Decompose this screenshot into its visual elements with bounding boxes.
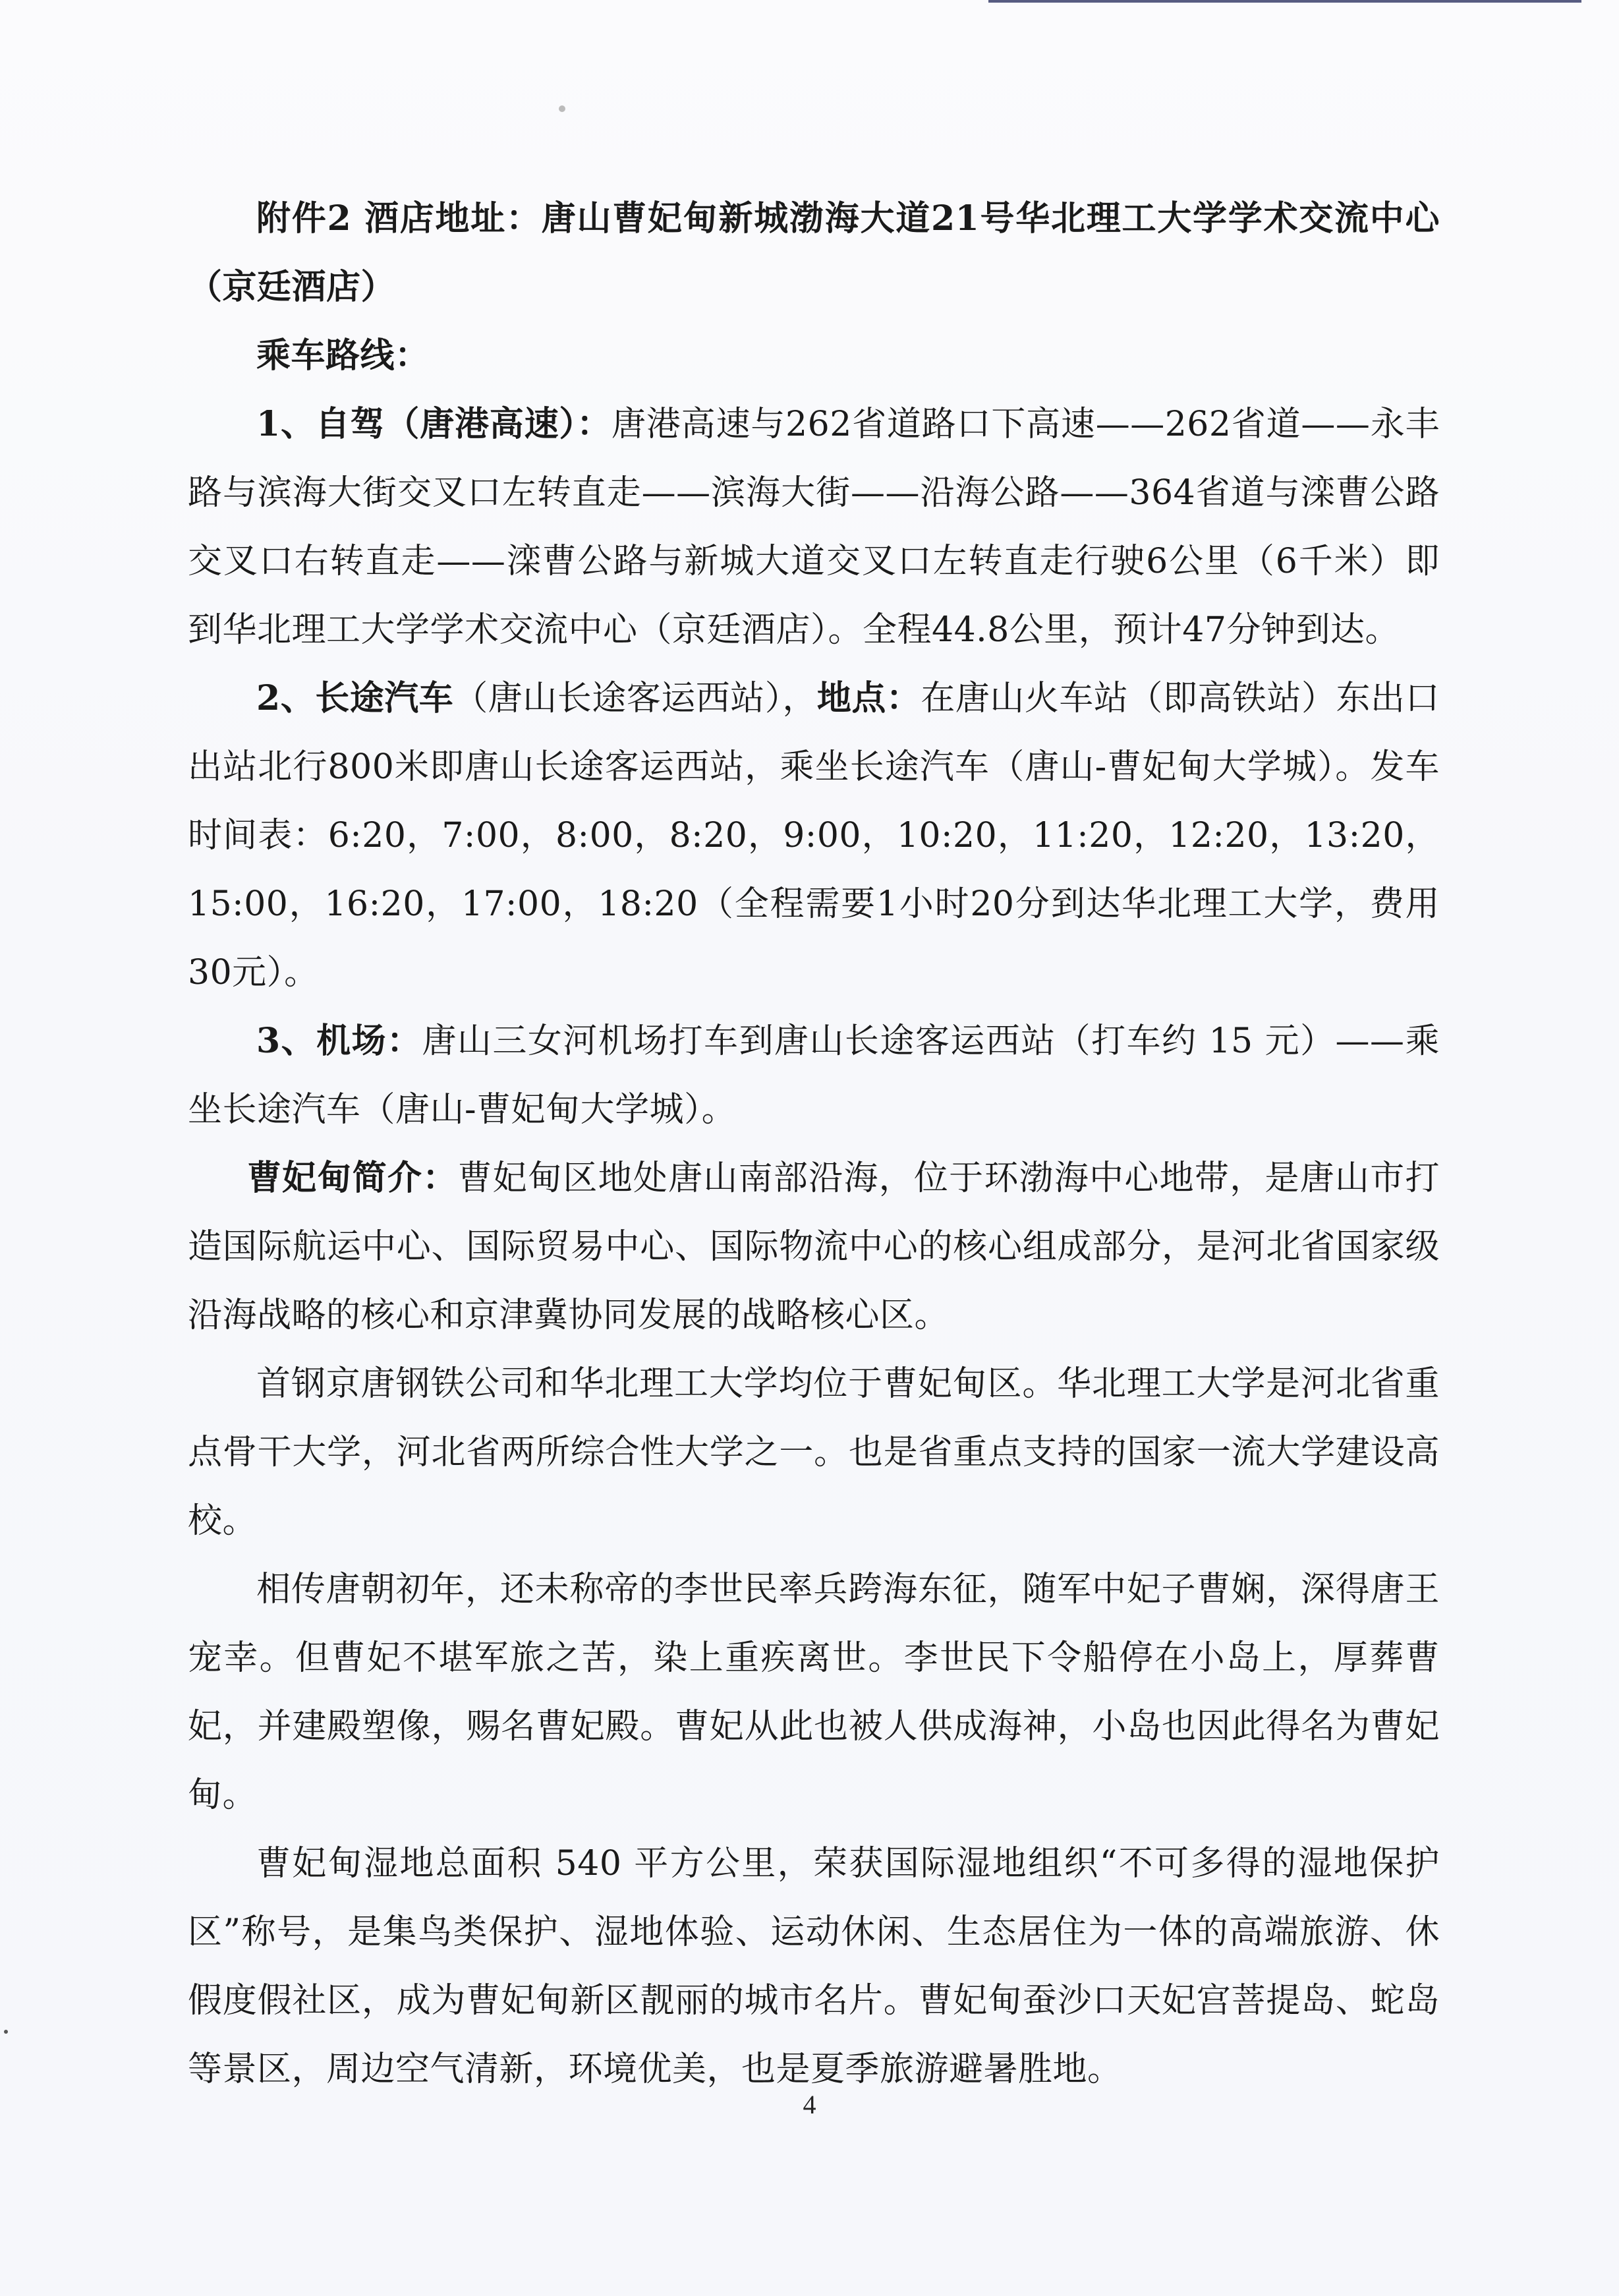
caofeidian-intro xyxy=(188,1144,1440,1350)
intro-text: 曹妃甸区地处唐山南部沿海，位于环渤海中心地带，是唐山市打造国际航运中心、国际贸易中心、国际物流中心的核心组成部分，是河北省国家级沿海战略的核心和京津冀协同发展的战略核心区。 xyxy=(188,1159,1440,1335)
route-airport xyxy=(188,1007,1440,1144)
route2-station: （唐山长途客运西站）， xyxy=(453,679,817,718)
route2-text: 在唐山火车站（即高铁站）东出口出站北行800米即唐山长途客运西站，乘坐长途汽车（唐山-曹妃甸大学城）。发车时间表：6:20，7:00，8:00，8:20，9:00，10:20，11:20，12:20，13:20，15:00，16:20，17:00，18:20（全程需要1小时20分到达华北理工大学，费用30元）。 xyxy=(188,679,1440,992)
scan-speck xyxy=(4,2030,8,2034)
document-title xyxy=(188,185,1440,322)
title-label: 附件2 酒店地址： xyxy=(256,198,542,239)
scan-speck xyxy=(559,105,565,112)
document-body xyxy=(188,185,1440,2104)
hotel-address: 唐山曹妃甸新城渤海大道21号华北理工大学学术交流中心（京廷酒店） xyxy=(188,198,1440,307)
intro-label: 曹妃甸简介： xyxy=(247,1158,458,1198)
route3-text: 唐山三女河机场打车到唐山长途客运西站（打车约 15 元）——乘坐长途汽车（唐山-曹妃甸大学城）。 xyxy=(188,1021,1440,1130)
route3-label: 3、机场： xyxy=(256,1021,422,1061)
route-long-distance-bus xyxy=(188,664,1440,1007)
route1-text: 唐港高速与262省道路口下高速——262省道——永丰路与滨海大街交叉口左转直走——滨海大街——沿海公路——364省道与滦曹公路交叉口右转直走——滦曹公路与新城大道交叉口左转直走行驶6公里（6千米）即到华北理工大学学术交流中心（京廷酒店）。全程44.8公里，预计47分钟到达。 xyxy=(188,405,1440,650)
route2-location-label: 地点： xyxy=(816,678,921,718)
scan-edge-mark xyxy=(988,0,1581,3)
route-self-drive xyxy=(188,390,1440,664)
paragraph-wetland: 曹妃甸湿地总面积 540 平方公里，荣获国际湿地组织“不可多得的湿地保护区”称号，是集鸟类保护、湿地体验、运动休闲、生态居住为一体的高端旅游、休假度假社区，成为曹妃甸新区靓丽的城市名片。曹妃甸蚕沙口天妃宫菩提岛、蛇岛等景区，周边空气清新，环境优美，也是夏季旅游避暑胜地。 xyxy=(188,1844,1440,2089)
paragraph-steel-university: 首钢京唐钢铁公司和华北理工大学均位于曹妃甸区。华北理工大学是河北省重点骨干大学，河北省两所综合性大学之一。也是省重点支持的国家一流大学建设高校。 xyxy=(188,1364,1440,1541)
route2-label: 2、长途汽车 xyxy=(256,678,454,718)
route-heading: 乘车路线： xyxy=(256,335,430,376)
route1-label: 1、自驾（唐港高速）： xyxy=(256,404,612,444)
page-number: 4 xyxy=(803,2090,816,2119)
paragraph-legend: 相传唐朝初年，还未称帝的李世民率兵跨海东征，随军中妃子曹娴，深得唐王宠幸。但曹妃不堪军旅之苦，染上重疾离世。李世民下令船停在小岛上，厚葬曹妃，并建殿塑像，赐名曹妃殿。曹妃从此也被人供成海神，小岛也因此得名为曹妃甸。 xyxy=(188,1570,1440,1815)
